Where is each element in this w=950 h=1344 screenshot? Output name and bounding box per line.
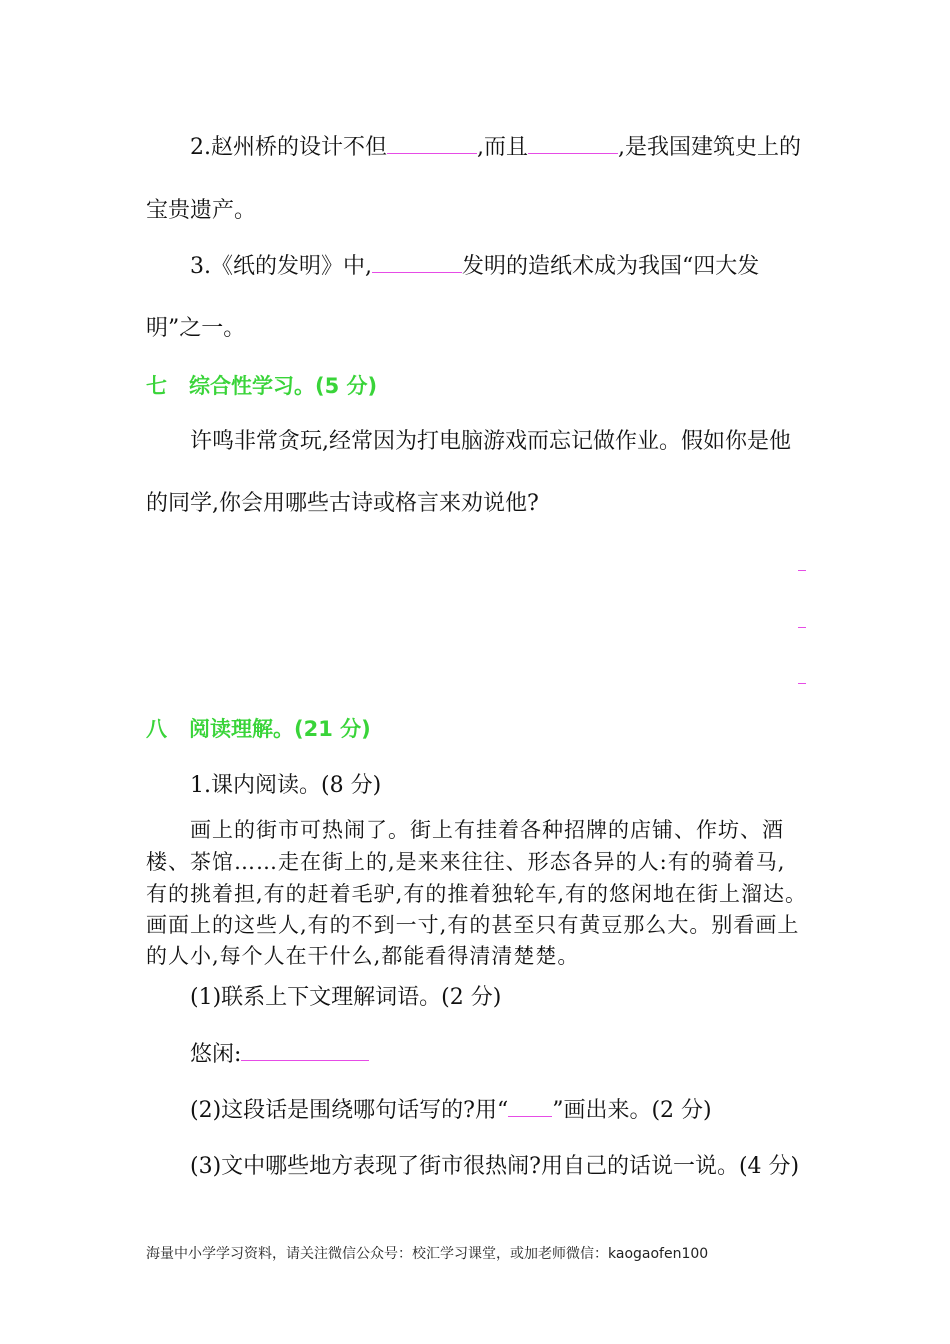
q2-line1 [190,133,801,163]
q2-text-end: ,是我国建筑史上的 [618,135,801,160]
answer-blank[interactable] [508,1096,552,1117]
sub2-text-start: (2)这段话是围绕哪句话写的?用“ [190,1098,509,1123]
answer-line-mark[interactable] [798,683,806,684]
answer-blank[interactable] [387,133,477,154]
passage-line: 楼、茶馆……走在街上的,是来来往往、形态各异的人:有的骑着马, [146,850,786,874]
sub-question-1: (1)联系上下文理解词语。(2 分) [190,985,502,1010]
section-8-heading [146,714,371,744]
q3-line2: 明”之一。 [146,316,246,341]
section-title: 综合性学习。(5 分) [189,374,378,398]
sub-question-2 [190,1096,712,1126]
answer-blank[interactable] [528,133,618,154]
section-number: 八 [146,717,167,741]
q3-line1 [190,252,759,282]
answer-line-mark[interactable] [798,570,806,571]
q2-text-start: 2.赵州桥的设计不但 [190,135,387,160]
section-7-heading [146,371,377,401]
passage-line: 有的挑着担,有的赶着毛驴,有的推着独轮车,有的悠闲地在街上溜达。 [146,882,808,906]
s7-text-line2: 的同学,你会用哪些古诗或格言来劝说他? [146,491,539,516]
answer-line-mark[interactable] [798,627,806,628]
sub-question-3: (3)文中哪些地方表现了街市很热闹?用自己的话说一说。(4 分) [190,1154,800,1179]
q2-text-mid: ,而且 [477,135,528,160]
answer-blank[interactable] [372,252,462,273]
q3-text-end: 发明的造纸术成为我国“四大发 [461,254,760,279]
word-label: 悠闲: [190,1042,242,1067]
reading-1-label: 1.课内阅读。(8 分) [190,773,382,798]
passage-line: 画上的街市可热闹了。街上有挂着各种招牌的店铺、作坊、酒 [190,818,784,842]
answer-blank[interactable] [241,1040,369,1061]
sub-question-1-answer [190,1040,369,1070]
passage-line: 的人小,每个人在干什么,都能看得清清楚楚。 [146,944,580,968]
s7-text-line1: 许鸣非常贪玩,经常因为打电脑游戏而忘记做作业。假如你是他 [190,429,791,454]
sub2-text-end: ”画出来。(2 分) [552,1098,712,1123]
q3-text-start: 3.《纸的发明》中, [190,254,372,279]
section-title: 阅读理解。(21 分) [189,717,371,741]
q2-line2: 宝贵遗产。 [146,198,257,223]
passage-line: 画面上的这些人,有的不到一寸,有的甚至只有黄豆那么大。别看画上 [146,913,800,937]
footer-note: 海量中小学学习资料，请关注微信公众号：校汇学习课堂，或加老师微信：kaogaofen100 [146,1246,709,1262]
section-number: 七 [146,374,167,398]
